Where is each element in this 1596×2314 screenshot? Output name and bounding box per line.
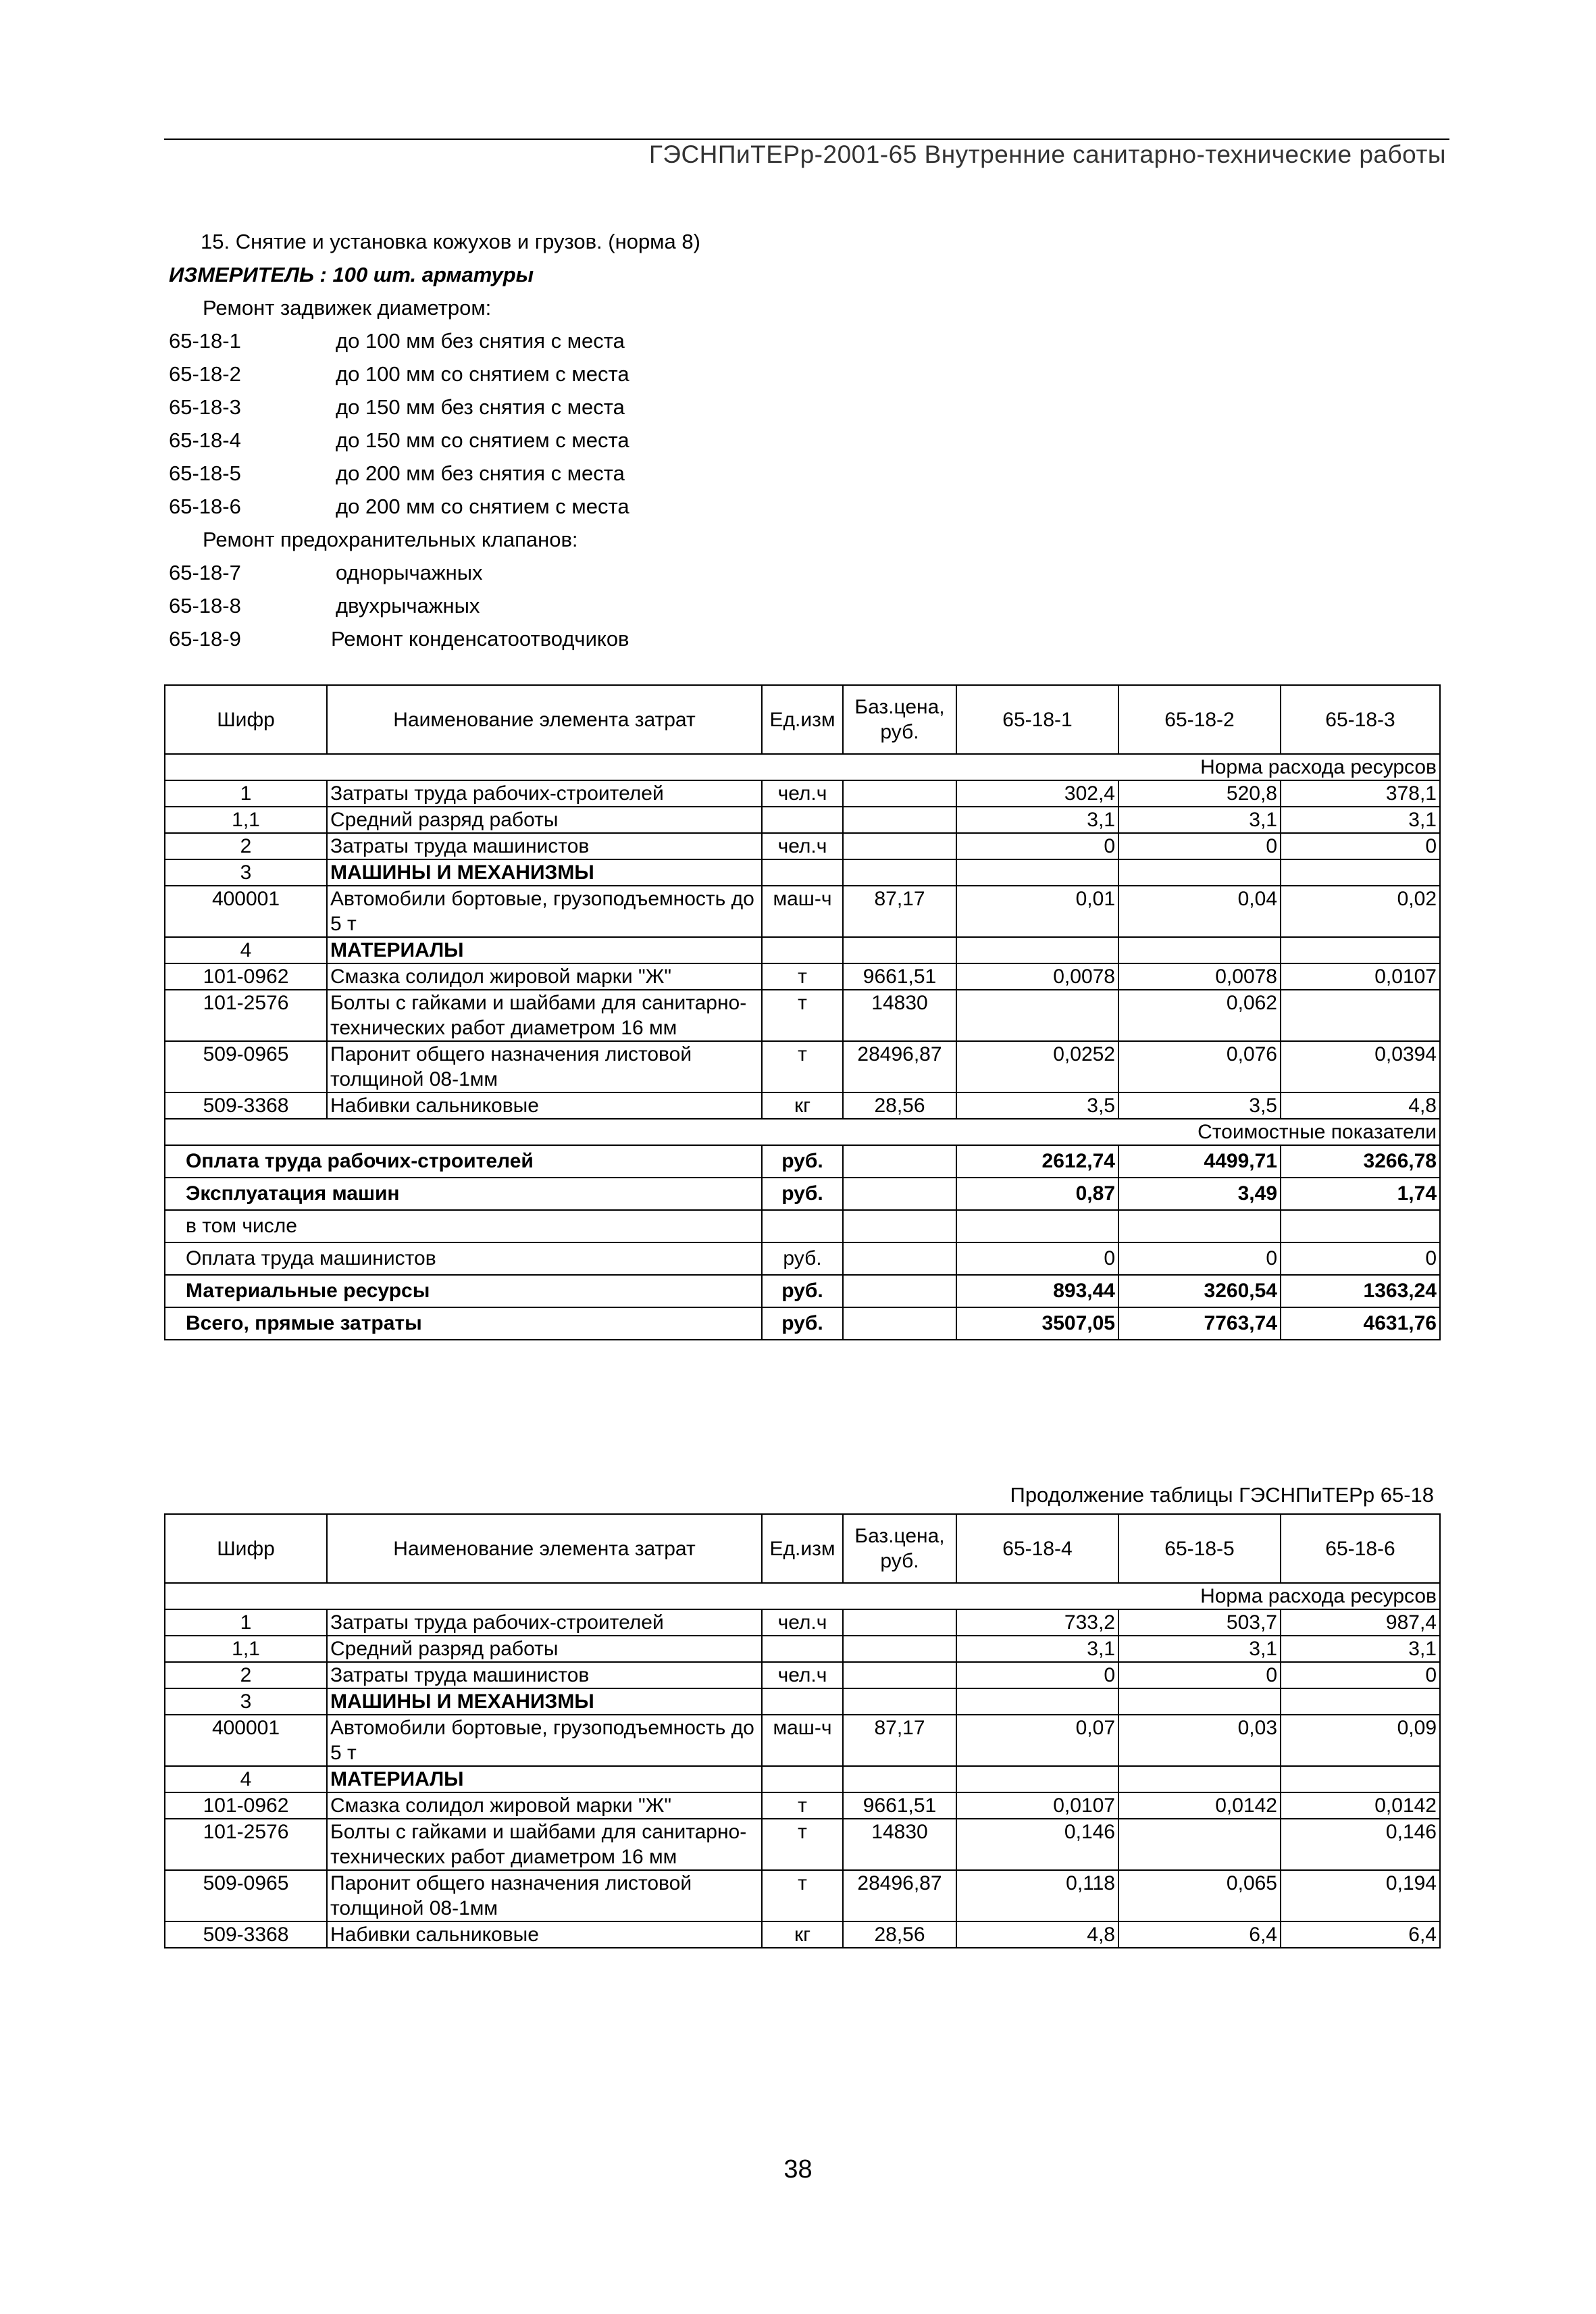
work-item: 65-18-5 до 200 мм без снятия с места [169, 461, 625, 485]
norma-label: Норма расхода ресурсов [165, 754, 1440, 780]
table-row: 1,1 Средний разряд работы 3,1 3,1 3,1 [165, 807, 1440, 833]
table-row: 509-0965 Паронит общего назначения листовой толщиной 08-1мм т 28496,87 0,0252 0,076 0,0394 [165, 1041, 1440, 1092]
table-row: 509-0965 Паронит общего назначения листовой толщиной 08-1мм т 28496,87 0,118 0,065 0,194 [165, 1870, 1440, 1921]
norma-label: Норма расхода ресурсов [165, 1583, 1440, 1609]
col-code: 65-18-3 [1281, 685, 1440, 754]
table-row: 509-3368 Набивки сальниковые кг 28,56 4,8 6,4 6,4 [165, 1921, 1440, 1948]
col-name: Наименование элемента затрат [327, 685, 762, 754]
col-code: 65-18-4 [956, 1514, 1118, 1583]
summary-row: Эксплуатация машин руб. 0,87 3,49 1,74 [165, 1178, 1440, 1210]
table-row: 3 МАШИНЫ И МЕХАНИЗМЫ [165, 1688, 1440, 1715]
cost-label: Стоимостные показатели [165, 1119, 1440, 1145]
group-heading: Ремонт задвижек диаметром: [203, 296, 492, 320]
continuation-title: Продолжение таблицы ГЭСНПиТЕРр 65-18 [1010, 1483, 1434, 1507]
work-item: 65-18-3 до 150 мм без снятия с места [169, 395, 625, 419]
col-cipher: Шифр [165, 685, 327, 754]
col-cipher: Шифр [165, 1514, 327, 1583]
table-row: 1 Затраты труда рабочих-строителей чел.ч 302,4 520,8 378,1 [165, 780, 1440, 807]
col-code: 65-18-6 [1281, 1514, 1440, 1583]
work-item: 65-18-6 до 200 мм со снятием с места [169, 495, 629, 518]
table-row: 2 Затраты труда машинистов чел.ч 0 0 0 [165, 833, 1440, 859]
table-row: 2 Затраты труда машинистов чел.ч 0 0 0 [165, 1662, 1440, 1688]
table-header-row [165, 1514, 1440, 1583]
table-row: 4 МАТЕРИАЛЫ [165, 1766, 1440, 1792]
summary-row: Материальные ресурсы руб. 893,44 3260,54 1363,24 [165, 1275, 1440, 1307]
work-item: 65-18-2 до 100 мм со снятием с места [169, 362, 629, 386]
col-unit: Ед.изм [762, 685, 843, 754]
col-code: 65-18-1 [956, 685, 1118, 754]
section-title: 15. Снятие и установка кожухов и грузов. (норма 8) [201, 230, 700, 253]
norms-table-1 [164, 684, 1441, 1340]
col-code: 65-18-5 [1118, 1514, 1281, 1583]
work-item: 65-18-7 однорычажных [169, 561, 483, 584]
table-row: 101-0962 Смазка солидол жировой марки "Ж" т 9661,51 0,0078 0,0078 0,0107 [165, 963, 1440, 990]
col-price: Баз.цена, руб. [843, 1514, 956, 1583]
summary-row: в том числе [165, 1210, 1440, 1242]
page-number: 38 [783, 2155, 813, 2184]
group-heading: Ремонт предохранительных клапанов: [203, 528, 578, 551]
table-row [165, 754, 1440, 780]
table-row: 101-2576 Болты с гайками и шайбами для санитарно-технических работ диаметром 16 мм т 14830 0,146 0,146 [165, 1819, 1440, 1870]
table-row: 400001 Автомобили бортовые, грузоподъемность до 5 т маш-ч 87,17 0,01 0,04 0,02 [165, 886, 1440, 937]
table-row: 101-0962 Смазка солидол жировой марки "Ж" т 9661,51 0,0107 0,0142 0,0142 [165, 1792, 1440, 1819]
table-row [165, 1583, 1440, 1609]
summary-row: Оплата труда рабочих-строителей руб. 2612,74 4499,71 3266,78 [165, 1145, 1440, 1178]
work-item: 65-18-1 до 100 мм без снятия с места [169, 329, 625, 353]
measure-unit: ИЗМЕРИТЕЛЬ : 100 шт. арматуры [169, 263, 534, 286]
summary-row: Всего, прямые затраты руб. 3507,05 7763,74 4631,76 [165, 1307, 1440, 1340]
table-row [165, 1119, 1440, 1145]
col-code: 65-18-2 [1118, 685, 1281, 754]
header-rule [164, 139, 1449, 140]
table-row: 101-2576 Болты с гайками и шайбами для санитарно-технических работ диаметром 16 мм т 14830 0,062 [165, 990, 1440, 1041]
col-price: Баз.цена, руб. [843, 685, 956, 754]
table-row: 509-3368 Набивки сальниковые кг 28,56 3,5 3,5 4,8 [165, 1092, 1440, 1119]
norms-table-2 [164, 1513, 1441, 1948]
table-row: 400001 Автомобили бортовые, грузоподъемность до 5 т маш-ч 87,17 0,07 0,03 0,09 [165, 1715, 1440, 1766]
col-name: Наименование элемента затрат [327, 1514, 762, 1583]
table-row: 4 МАТЕРИАЛЫ [165, 937, 1440, 963]
work-item: 65-18-9 Ремонт конденсатоотводчиков [169, 627, 629, 651]
document-header: ГЭСНПиТЕРр-2001-65 Внутренние санитарно-технические работы [648, 141, 1446, 168]
table-row: 1 Затраты труда рабочих-строителей чел.ч 733,2 503,7 987,4 [165, 1609, 1440, 1636]
table-row: 3 МАШИНЫ И МЕХАНИЗМЫ [165, 859, 1440, 886]
section-intro [169, 225, 1452, 655]
col-unit: Ед.изм [762, 1514, 843, 1583]
work-item: 65-18-4 до 150 мм со снятием с места [169, 428, 629, 452]
summary-row: Оплата труда машинистов руб. 0 0 0 [165, 1242, 1440, 1275]
work-item: 65-18-8 двухрычажных [169, 594, 480, 618]
table-row: 1,1 Средний разряд работы 3,1 3,1 3,1 [165, 1636, 1440, 1662]
table-header-row [165, 685, 1440, 754]
